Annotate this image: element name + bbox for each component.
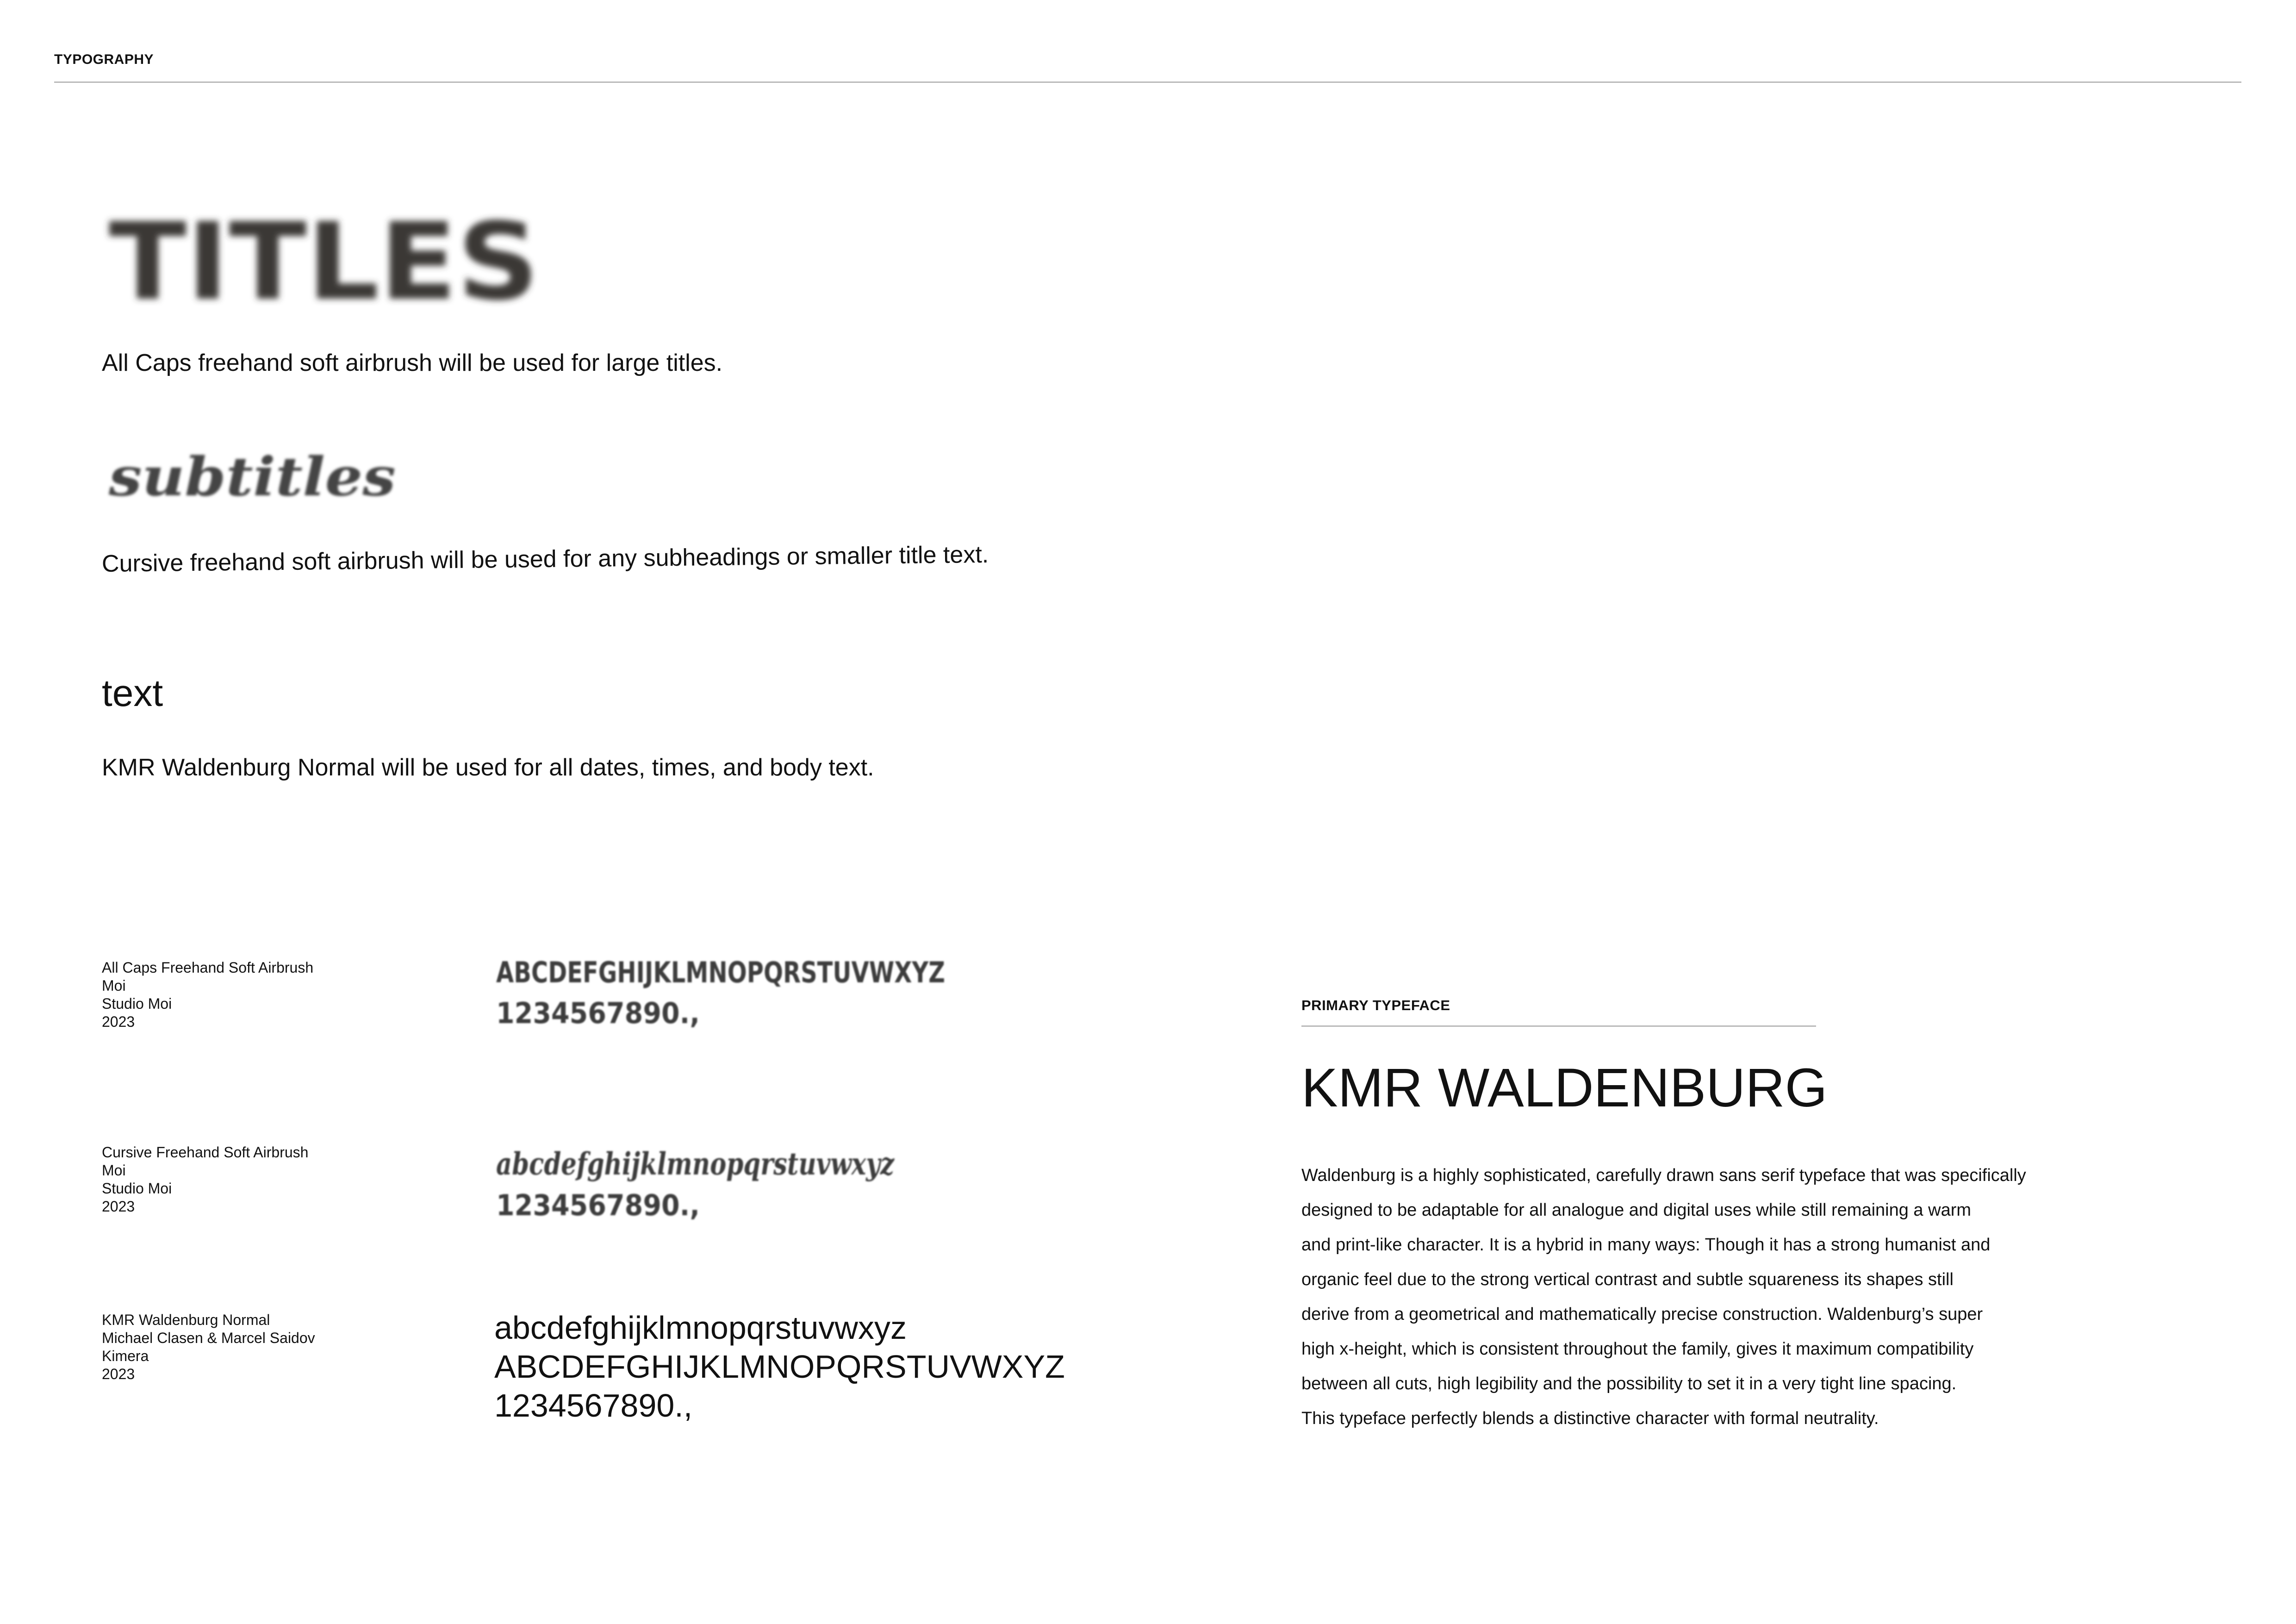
font-name: KMR Waldenburg Normal xyxy=(102,1312,270,1328)
header-divider xyxy=(54,81,2241,83)
font-designer: Michael Clasen & Marcel Saidov xyxy=(102,1330,315,1346)
body-line: high x-height, which is consistent throughout the family, gives it maximum compatibility xyxy=(1301,1339,1974,1359)
waldenburg-glyph-specimen xyxy=(494,1308,1065,1425)
primary-divider xyxy=(1301,1025,1816,1027)
text-sample: text xyxy=(102,672,163,714)
text-description: KMR Waldenburg Normal will be used for all dates, times, and body text. xyxy=(102,754,874,781)
font-info-waldenburg xyxy=(102,1311,315,1383)
font-designer: Moi xyxy=(102,977,126,994)
cursive-glyph-letters: abcdefghijklmnopqrstuvwxyz xyxy=(496,1146,895,1182)
caps-glyph-specimen xyxy=(495,949,977,1032)
primary-typeface-description xyxy=(1301,1158,2181,1436)
font-foundry: Studio Moi xyxy=(102,995,172,1012)
primary-typeface-name: KMR WALDENBURG xyxy=(1301,1057,1828,1118)
section-title: TYPOGRAPHY xyxy=(54,52,154,67)
subtitles-sample-image xyxy=(102,444,403,514)
font-name: Cursive Freehand Soft Airbrush xyxy=(102,1144,309,1161)
titles-description: All Caps freehand soft airbrush will be used for large titles. xyxy=(102,350,723,376)
body-line: between all cuts, high legibility and the possibility to set it in a very tight line spacing. xyxy=(1301,1374,1957,1393)
font-foundry: Kimera xyxy=(102,1348,149,1364)
titles-sample-image xyxy=(102,199,546,324)
titles-sample-text: TITLES xyxy=(109,200,539,324)
specimen-uppercase: ABCDEFGHIJKLMNOPQRSTUVWXYZ xyxy=(494,1349,1065,1385)
primary-typeface-label: PRIMARY TYPEFACE xyxy=(1301,997,1450,1013)
body-line: organic feel due to the strong vertical contrast and subtle squareness its shapes still xyxy=(1301,1270,1954,1289)
body-line: derive from a geometrical and mathematically precise construction. Waldenburg’s super xyxy=(1301,1305,1983,1324)
font-name: All Caps Freehand Soft Airbrush xyxy=(102,959,314,976)
font-info-cursive xyxy=(102,1143,308,1216)
font-designer: Moi xyxy=(102,1162,126,1179)
body-line: This typeface perfectly blends a distinctive character with formal neutrality. xyxy=(1301,1409,1879,1428)
body-line: and print-like character. It is a hybrid in many ways: Though it has a strong humanist and xyxy=(1301,1235,1991,1255)
subtitles-sample-text: subtitles xyxy=(108,446,396,508)
font-year: 2023 xyxy=(102,1013,135,1030)
subtitles-description: Cursive freehand soft airbrush will be used for any subheadings or smaller title text. xyxy=(101,541,989,577)
caps-glyph-letters: ABCDEFGHIJKLMNOPQRSTUVWXYZ xyxy=(496,956,945,989)
font-year: 2023 xyxy=(102,1366,135,1382)
font-year: 2023 xyxy=(102,1198,135,1215)
caps-glyph-numbers: 1234567890., xyxy=(496,996,700,1030)
body-line: Waldenburg is a highly sophisticated, carefully drawn sans serif typeface that was specifically xyxy=(1301,1166,2026,1185)
font-info-caps xyxy=(102,959,313,1031)
body-line: designed to be adaptable for all analogue and digital uses while still remaining a warm xyxy=(1301,1200,1972,1220)
font-foundry: Studio Moi xyxy=(102,1180,172,1197)
specimen-numerals: 1234567890., xyxy=(494,1387,693,1424)
cursive-glyph-specimen xyxy=(495,1141,949,1224)
specimen-lowercase: abcdefghijklmnopqrstuvwxyz xyxy=(494,1310,907,1346)
cursive-glyph-numbers: 1234567890., xyxy=(496,1188,700,1222)
